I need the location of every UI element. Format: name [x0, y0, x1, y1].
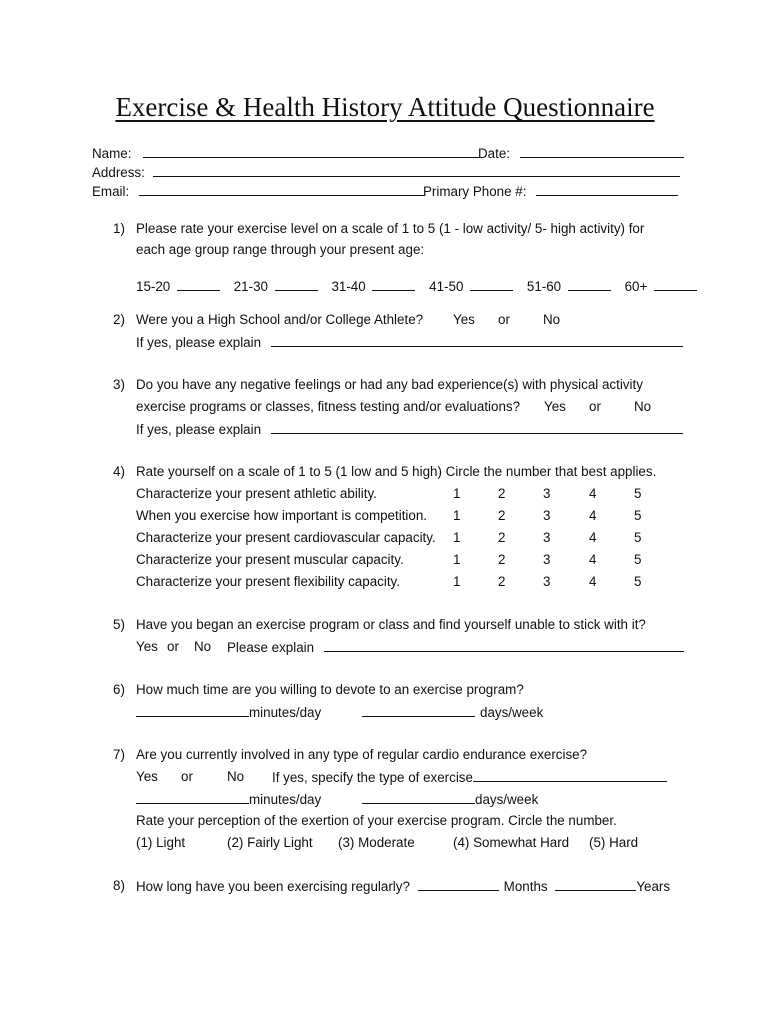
q7-perception-text: Rate your perception of the exertion of your exercise program. Circle the number.: [136, 813, 617, 828]
address-input-line[interactable]: [153, 163, 680, 177]
address-field-row: [92, 163, 680, 182]
rating-option-5[interactable]: 5: [634, 552, 642, 567]
q7-or-text: or: [181, 769, 193, 784]
phone-field-row: [423, 182, 678, 201]
q3-number: 3): [113, 377, 125, 392]
rating-option-2[interactable]: 2: [498, 530, 506, 545]
q5-explain-row: [227, 638, 684, 657]
q2-explain-input[interactable]: [271, 333, 683, 347]
q6-text: How much time are you willing to devote to an exercise program?: [136, 682, 524, 697]
age-rating-input[interactable]: [275, 277, 318, 291]
age-rating-input[interactable]: [372, 277, 415, 291]
age-rating-input[interactable]: [654, 277, 697, 291]
q6-days-label: days/week: [480, 705, 544, 720]
q3-explain-input[interactable]: [271, 420, 683, 434]
q2-or-text: or: [498, 312, 510, 327]
q4-item-label: Characterize your present cardiovascular capacity.: [136, 530, 436, 545]
exertion-option-somewhat-hard[interactable]: (4) Somewhat Hard: [453, 835, 570, 850]
rating-option-1[interactable]: 1: [453, 552, 461, 567]
q7-days-input[interactable]: [362, 790, 475, 804]
q5-or-text: or: [167, 639, 179, 654]
q7-minutes-row: [136, 790, 321, 809]
q6-minutes-label: minutes/day: [249, 705, 322, 720]
q5-explain-input[interactable]: [324, 638, 684, 652]
q7-minutes-label: minutes/day: [249, 792, 322, 807]
age-label: 51-60: [526, 279, 562, 294]
q7-number: 7): [113, 747, 125, 762]
age-rating-input[interactable]: [177, 277, 220, 291]
name-field-row: [92, 144, 481, 163]
age-label: 15-20: [136, 279, 171, 294]
exertion-option-moderate[interactable]: (3) Moderate: [338, 835, 415, 850]
q2-explain-row: [136, 333, 683, 352]
rating-option-4[interactable]: 4: [589, 508, 597, 523]
address-label: Address:: [92, 165, 145, 180]
rating-option-1[interactable]: 1: [453, 486, 461, 501]
phone-label: Primary Phone #:: [423, 184, 527, 199]
rating-option-3[interactable]: 3: [543, 486, 551, 501]
email-field-row: [92, 182, 425, 201]
q4-item-label: Characterize your present athletic ability.: [136, 486, 377, 501]
exertion-option-fairly-light[interactable]: (2) Fairly Light: [227, 835, 313, 850]
rating-option-4[interactable]: 4: [589, 574, 597, 589]
q3-text-line1: Do you have any negative feelings or had any bad experience(s) with physical activity: [136, 377, 643, 392]
q5-no-option[interactable]: No: [194, 639, 212, 654]
email-input-line[interactable]: [139, 182, 425, 196]
rating-option-2[interactable]: 2: [498, 486, 506, 501]
rating-option-4[interactable]: 4: [589, 486, 597, 501]
q5-number: 5): [113, 617, 125, 632]
q8-years-input[interactable]: [555, 877, 636, 891]
q5-text: Have you began an exercise program or class and find yourself unable to stick with it?: [136, 617, 646, 632]
q4-item-label: When you exercise how important is competition.: [136, 508, 428, 523]
rating-option-3[interactable]: 3: [543, 552, 551, 567]
q7-days-label: days/week: [475, 792, 539, 807]
rating-option-5[interactable]: 5: [634, 530, 642, 545]
q7-minutes-input[interactable]: [136, 790, 249, 804]
q5-explain-label: Please explain: [227, 640, 315, 655]
q3-no-option[interactable]: No: [634, 399, 652, 414]
q7-specify-input[interactable]: [473, 768, 667, 782]
rating-option-4[interactable]: 4: [589, 552, 597, 567]
age-label: 21-30: [233, 279, 268, 294]
rating-option-5[interactable]: 5: [634, 574, 642, 589]
rating-option-3[interactable]: 3: [543, 530, 551, 545]
q2-text: Were you a High School and/or College Athlete?: [136, 312, 424, 327]
q6-days-input[interactable]: [362, 703, 475, 717]
q3-or-text: or: [589, 399, 601, 414]
date-label: Date:: [478, 146, 511, 161]
exertion-option-hard[interactable]: (5) Hard: [589, 835, 639, 850]
q6-days-row: [362, 703, 543, 722]
date-input-line[interactable]: [520, 144, 684, 158]
q7-no-option[interactable]: No: [227, 769, 245, 784]
rating-option-3[interactable]: 3: [543, 574, 551, 589]
q2-explain-label: If yes, please explain: [136, 335, 262, 350]
phone-input-line[interactable]: [536, 182, 678, 196]
age-rating-input[interactable]: [470, 277, 513, 291]
rating-option-2[interactable]: 2: [498, 508, 506, 523]
q1-age-ratings: [136, 277, 697, 296]
q5-yes-option[interactable]: Yes: [136, 639, 158, 654]
q6-number: 6): [113, 682, 125, 697]
q8-number: 8): [113, 878, 125, 893]
q4-item-label: Characterize your present muscular capacity.: [136, 552, 404, 567]
q4-number: 4): [113, 464, 125, 479]
name-input-line[interactable]: [143, 144, 481, 158]
q8-months-input[interactable]: [418, 877, 499, 891]
q4-item-label: Characterize your present flexibility capacity.: [136, 574, 400, 589]
rating-option-3[interactable]: 3: [543, 508, 551, 523]
rating-option-5[interactable]: 5: [634, 486, 642, 501]
q7-yes-option[interactable]: Yes: [136, 769, 158, 784]
q6-minutes-row: [136, 703, 321, 722]
page-title: Exercise & Health History Attitude Questionnaire: [115, 92, 655, 122]
rating-option-1[interactable]: 1: [453, 508, 461, 523]
q1-text-line2: each age group range through your present age:: [136, 242, 425, 257]
q2-yes-option[interactable]: Yes: [453, 312, 475, 327]
q3-explain-label: If yes, please explain: [136, 422, 262, 437]
q3-yes-option[interactable]: Yes: [544, 399, 566, 414]
age-label: 41-50: [429, 279, 464, 294]
q2-no-option[interactable]: No: [543, 312, 561, 327]
q1-text-line1: Please rate your exercise level on a scale of 1 to 5 (1 - low activity/ 5- high activity) for: [136, 221, 645, 236]
q4-intro: Rate yourself on a scale of 1 to 5 (1 low and 5 high) Circle the number that best applies.: [136, 464, 657, 479]
date-field-row: [478, 144, 684, 163]
rating-option-1[interactable]: 1: [453, 574, 461, 589]
name-label: Name:: [92, 146, 132, 161]
q8-years-label: Years: [636, 879, 671, 894]
q7-specify-row: [272, 768, 667, 787]
q8-row: [136, 877, 670, 896]
q8-text: How long have you been exercising regularly?: [136, 879, 410, 894]
rating-option-2[interactable]: 2: [498, 552, 506, 567]
age-rating-input[interactable]: [568, 277, 611, 291]
rating-option-1[interactable]: 1: [453, 530, 461, 545]
email-label: Email:: [92, 184, 130, 199]
q7-text: Are you currently involved in any type of regular cardio endurance exercise?: [136, 747, 588, 762]
q3-text-line2: exercise programs or classes, fitness testing and/or evaluations?: [136, 399, 521, 414]
q3-explain-row: [136, 420, 683, 439]
age-label: 60+: [624, 279, 648, 294]
exertion-option-light[interactable]: (1) Light: [136, 835, 186, 850]
q6-minutes-input[interactable]: [136, 703, 249, 717]
q2-number: 2): [113, 312, 125, 327]
q1-number: 1): [113, 221, 125, 236]
q8-months-label: Months: [503, 879, 548, 894]
rating-option-2[interactable]: 2: [498, 574, 506, 589]
q7-days-row: [362, 790, 538, 809]
q7-specify-label: If yes, specify the type of exercise: [272, 770, 473, 785]
rating-option-5[interactable]: 5: [634, 508, 642, 523]
age-label: 31-40: [331, 279, 366, 294]
rating-option-4[interactable]: 4: [589, 530, 597, 545]
